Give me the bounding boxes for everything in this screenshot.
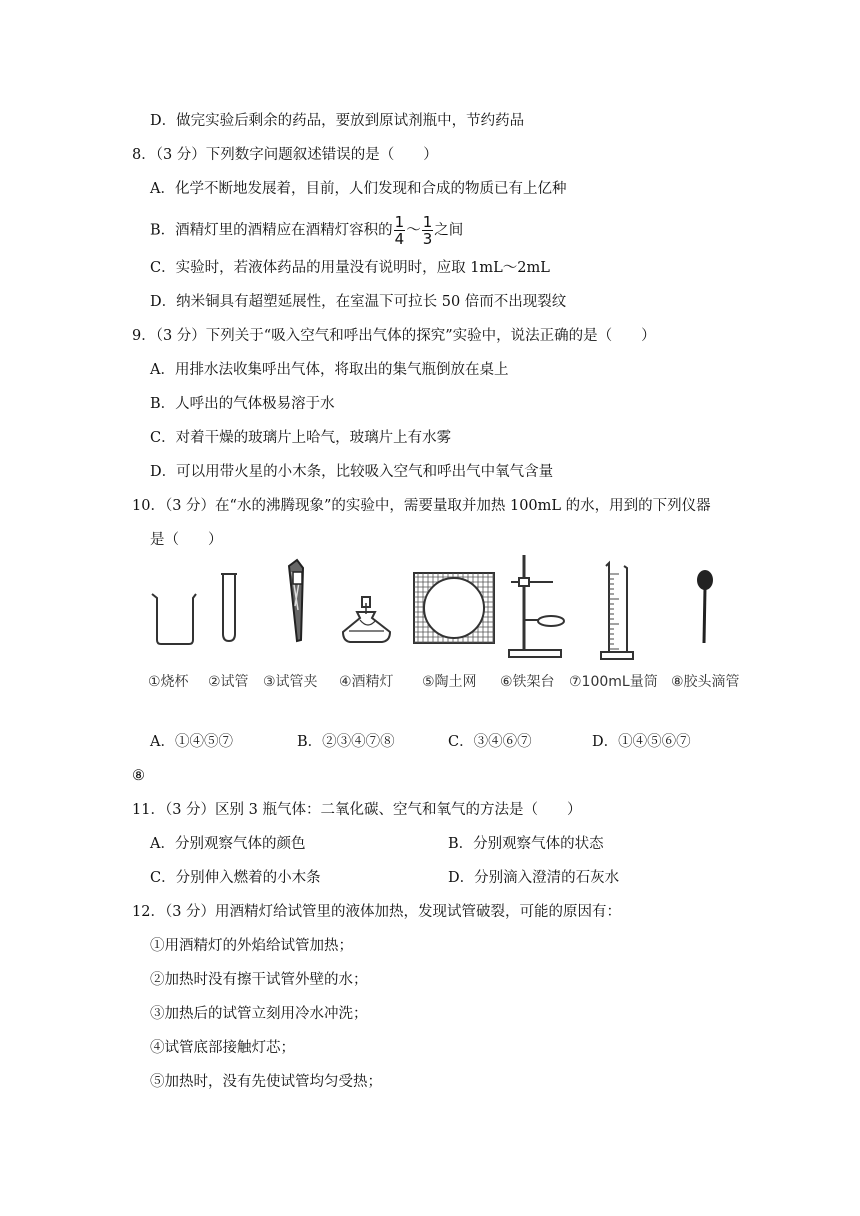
q9-option-a: A．用排水法收集呼出气体，将取出的集气瓶倒放在桌上 xyxy=(150,362,509,378)
alcohol-lamp-icon xyxy=(343,597,390,642)
q9-option-d: D．可以用带火星的小木条，比较吸入空气和呼出气中氧气含量 xyxy=(150,464,554,480)
label-beaker: ①烧杯 xyxy=(148,674,189,690)
label-iron-stand: ⑥铁架台 xyxy=(500,674,555,690)
q10-option-c: C．③④⑥⑦ xyxy=(448,734,532,750)
q8-option-b-suffix: 之间 xyxy=(434,222,464,239)
beaker-icon xyxy=(152,594,196,644)
label-gauze: ⑤陶土网 xyxy=(422,674,477,690)
q12-stem: 12．（3 分）用酒精灯给试管里的液体加热，发现试管破裂，可能的原因有： xyxy=(132,904,622,920)
fraction-numerator: 1 xyxy=(422,213,433,231)
q8-option-b-text: B．酒精灯里的酒精应在酒精灯容积的 xyxy=(150,222,393,239)
q9-option-b: B．人呼出的气体极易溶于水 xyxy=(150,396,335,412)
fraction-denominator: 4 xyxy=(394,230,405,248)
q9-option-c: C．对着干燥的玻璃片上哈气，玻璃片上有水雾 xyxy=(150,430,452,446)
q8-option-c: C．实验时，若液体药品的用量没有说明时，应取 1mL～2mL xyxy=(150,260,550,276)
label-alcohol-lamp: ④酒精灯 xyxy=(339,674,394,690)
q8-stem: 8．（3 分）下列数字问题叙述错误的是（ ） xyxy=(132,147,438,163)
q12-item: ②加热时没有擦干试管外壁的水； xyxy=(150,972,368,988)
q10-option-b: B．②③④⑦⑧ xyxy=(297,734,395,750)
test-tube-icon xyxy=(221,574,237,641)
test-tube-clamp-icon xyxy=(289,560,303,641)
q11-option-d: D．分别滴入澄清的石灰水 xyxy=(448,870,620,886)
q8-option-a: A．化学不断地发展着，目前，人们发现和合成的物质已有上亿种 xyxy=(150,181,567,197)
q12-item: ③加热后的试管立刻用冷水冲洗； xyxy=(150,1006,368,1022)
q12-item: ①用酒精灯的外焰给试管加热； xyxy=(150,938,353,954)
q10-option-a: A．①④⑤⑦ xyxy=(150,734,233,750)
label-dropper: ⑧胶头滴管 xyxy=(671,674,740,690)
q7-option-d: D．做完实验后剩余的药品，要放到原试剂瓶中，节约药品 xyxy=(150,113,525,129)
q11-option-c: C．分别伸入燃着的小木条 xyxy=(150,870,321,886)
q9-stem: 9．（3 分）下列关于“吸入空气和呼出气体的探究”实验中，说法正确的是（ ） xyxy=(132,328,656,344)
q11-option-b: B．分别观察气体的状态 xyxy=(448,836,604,852)
q10-stem-continued: 是（ ） xyxy=(150,532,223,548)
q10-option-d-wrap: ⑧ xyxy=(132,768,145,784)
q11-option-a: A．分别观察气体的颜色 xyxy=(150,836,306,852)
label-test-tube: ②试管 xyxy=(208,674,249,690)
label-graduated-cylinder: ⑦100mL量筒 xyxy=(569,674,658,690)
q12-item: ④试管底部接触灯芯； xyxy=(150,1040,295,1056)
q10-stem: 10．（3 分）在“水的沸腾现象”的实验中，需要量取并加热 100mL 的水，用到的下列仪器 xyxy=(132,498,711,514)
fraction-denominator: 3 xyxy=(422,230,433,248)
dropper-icon xyxy=(698,571,712,643)
q11-stem: 11．（3 分）区别 3 瓶气体：二氧化碳、空气和氧气的方法是（ ） xyxy=(132,802,582,818)
graduated-cylinder-icon xyxy=(601,563,633,659)
q12-item: ⑤加热时，没有先使试管均匀受热； xyxy=(150,1074,382,1090)
q8-option-d: D．纳米铜具有超塑延展性，在室温下可拉长 50 倍而不出现裂纹 xyxy=(150,294,567,310)
q10-option-d: D．①④⑤⑥⑦ xyxy=(592,734,691,750)
label-test-tube-clamp: ③试管夹 xyxy=(263,674,318,690)
fraction-numerator: 1 xyxy=(394,213,405,231)
gauze-icon xyxy=(414,573,494,643)
iron-stand-icon xyxy=(509,555,564,657)
tilde-separator: ～ xyxy=(406,222,421,239)
